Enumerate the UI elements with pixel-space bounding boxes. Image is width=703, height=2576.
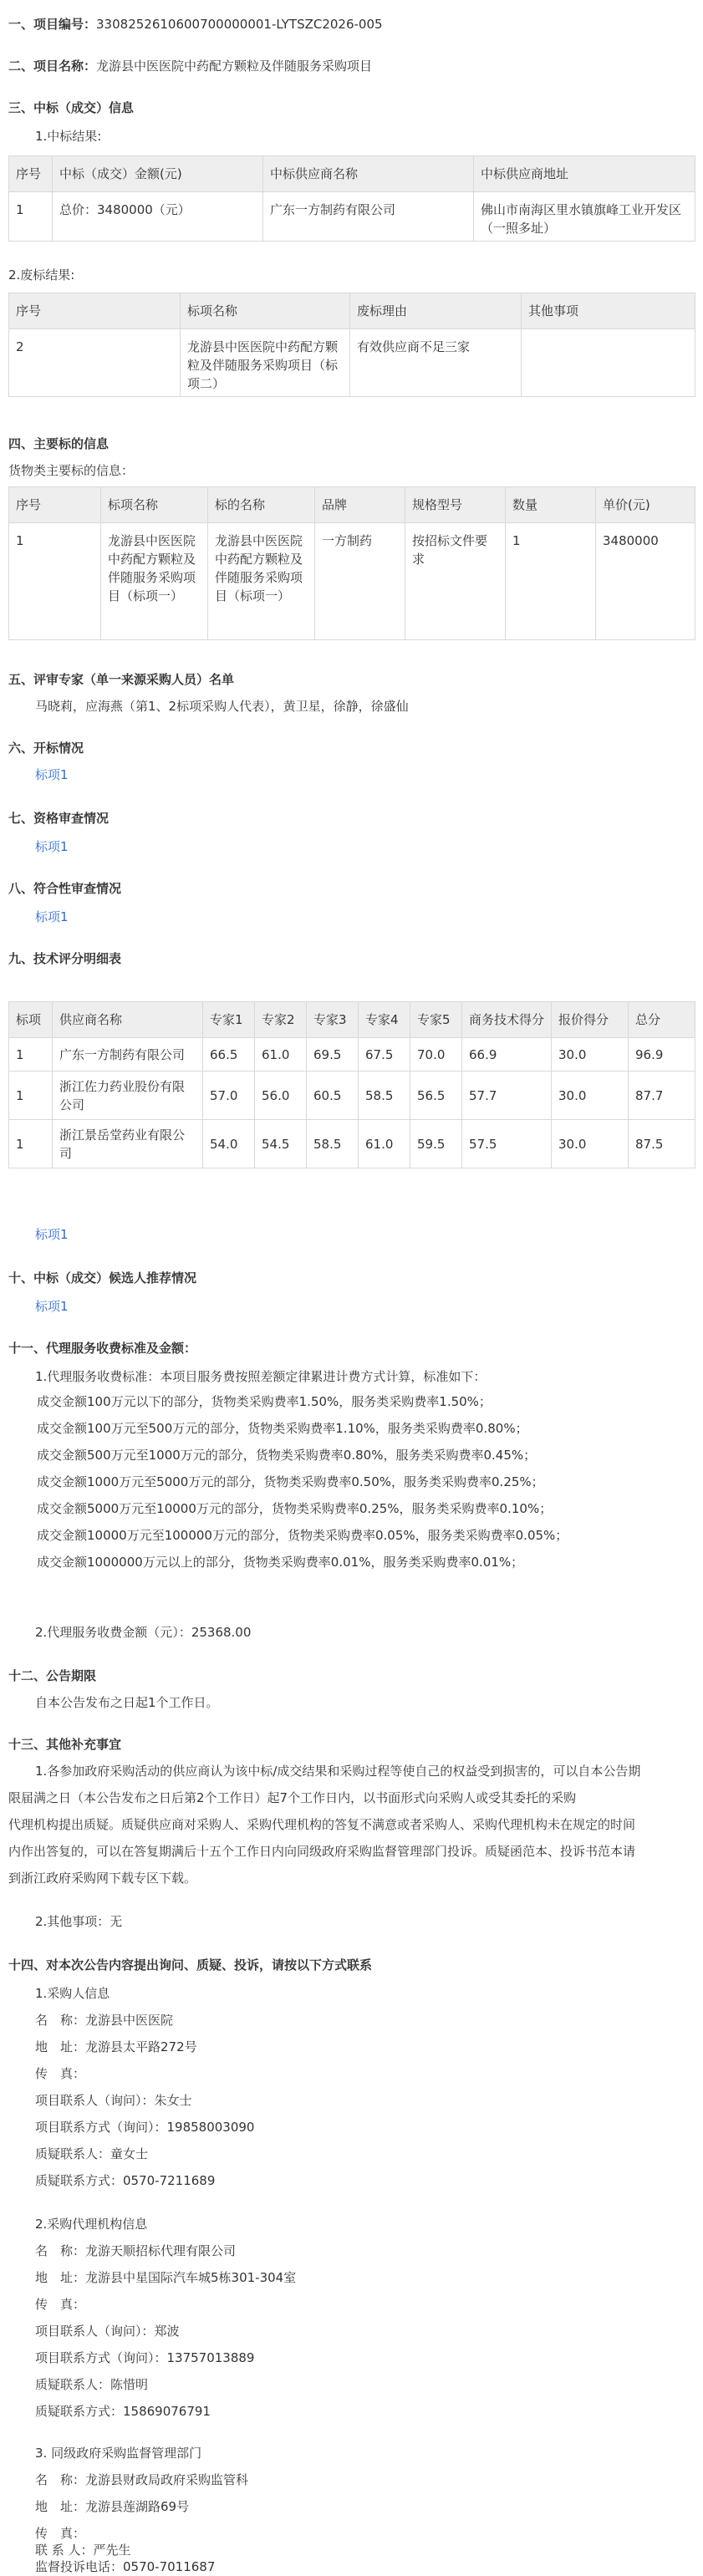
fee-tier: 成交金额10000万元至100000万元的部分，货物类采购费率0.05%，服务类采购费率0.05%； bbox=[37, 1528, 568, 1543]
table-cell: 3480000 bbox=[596, 523, 695, 640]
table-cell: 58.5 bbox=[307, 1120, 359, 1168]
supervisor-heading: 3. 同级政府采购监督管理部门 bbox=[35, 2446, 202, 2461]
purchaser-info-line: 名 称：龙游县中医医院 bbox=[35, 2013, 174, 2028]
table-cell: 54.0 bbox=[203, 1120, 255, 1168]
table-cell: 龙游县中医医院中药配方颗粒及伴随服务采购项目（标项一） bbox=[208, 523, 315, 640]
table-cell: 按招标文件要求 bbox=[405, 523, 506, 640]
table-header-row bbox=[9, 487, 695, 523]
table-header-row bbox=[9, 293, 695, 329]
challenge-text-line: 代理机构提出质疑。质疑供应商对采购人、采购代理机构的答复不满意或者采购人、采购代理机构未在规定的时间 bbox=[8, 1817, 636, 1832]
table-cell: 67.5 bbox=[359, 1038, 410, 1072]
bid-opening-lot1-link[interactable]: 标项1 bbox=[35, 767, 69, 782]
supervisor-info-line: 联 系 人：严先生 bbox=[35, 2543, 131, 2558]
section12-title: 十二、公告期限 bbox=[8, 1668, 97, 1683]
table-cell: 广东一方制药有限公司 bbox=[263, 192, 474, 242]
table-cell: 60.5 bbox=[307, 1072, 359, 1120]
supervisor-info-line: 监督投诉电话：0570-7011687 bbox=[35, 2559, 216, 2574]
section7-title: 七、资格审查情况 bbox=[8, 811, 110, 826]
table-cell: 佛山市南海区里水镇旗峰工业开发区（一照多址） bbox=[474, 192, 695, 242]
table-header-cell: 标项 bbox=[9, 1002, 53, 1038]
fee-tier: 成交金额500万元至1000万元的部分，货物类采购费率0.80%，服务类采购费率0.45%； bbox=[37, 1448, 537, 1463]
table-header-cell: 专家5 bbox=[410, 1002, 462, 1038]
table-header-cell: 其他事项 bbox=[522, 293, 695, 329]
purchaser-info-line: 项目联系方式（询问）：19858003090 bbox=[35, 2120, 255, 2135]
challenge-text-line: 1.各参加政府采购活动的供应商认为该中标/成交结果和采购过程等使自己的权益受到损害的，可以自本公告期 bbox=[35, 1764, 641, 1779]
table-header-cell: 标的名称 bbox=[208, 487, 315, 523]
table-cell: 龙游县中医医院中药配方颗粒及伴随服务采购项目（标项二） bbox=[181, 329, 350, 397]
agency-info-line: 质疑联系方式：15869076791 bbox=[35, 2404, 211, 2419]
table-cell: 30.0 bbox=[552, 1072, 629, 1120]
table-cell bbox=[522, 329, 695, 397]
table-cell: 龙游县中医医院中药配方颗粒及伴随服务采购项目（标项一） bbox=[101, 523, 208, 640]
supervisor-info-line: 名 称：龙游县财政局政府采购监管科 bbox=[35, 2472, 249, 2487]
project-number-label: 一、项目编号： bbox=[8, 17, 97, 32]
fee-tier: 成交金额1000万元至5000万元的部分，货物类采购费率0.50%，服务类采购费率0.25%； bbox=[37, 1474, 544, 1489]
table-cell: 87.7 bbox=[629, 1072, 695, 1120]
section4-title: 四、主要标的信息 bbox=[8, 436, 110, 451]
table-cell: 69.5 bbox=[307, 1038, 359, 1072]
failed-result-table bbox=[8, 293, 695, 397]
challenge-text-line: 内作出答复的，可以在答复期满后十五个工作日内向同级政府采购监督管理部门投诉。质疑函范本、投诉书范本请 bbox=[8, 1844, 636, 1859]
table-row bbox=[9, 329, 695, 397]
table-header-cell: 专家1 bbox=[203, 1002, 255, 1038]
table-cell: 1 bbox=[9, 1120, 53, 1168]
table-cell: 87.5 bbox=[629, 1120, 695, 1168]
table-header-cell: 标项名称 bbox=[181, 293, 350, 329]
project-name-value: 龙游县中医医院中药配方颗粒及伴随服务采购项目 bbox=[96, 59, 373, 74]
fee-amount-text: 2.代理服务收费金额（元）：25368.00 bbox=[35, 1625, 252, 1640]
table-cell: 70.0 bbox=[410, 1038, 462, 1072]
fee-tier: 成交金额100万元至500万元的部分，货物类采购费率1.10%，服务类采购费率0.80%； bbox=[37, 1421, 528, 1436]
purchaser-info-line: 质疑联系人：童女士 bbox=[35, 2146, 149, 2161]
expert-list: 马晓莉，应海燕（第1、2标项采购人代表），黄卫星，徐静，徐盛仙 bbox=[35, 699, 409, 714]
section5-title: 五、评审专家（单一来源采购人员）名单 bbox=[8, 672, 235, 687]
purchaser-info-line: 地 址：龙游县太平路272号 bbox=[35, 2039, 197, 2054]
table-header-cell: 中标供应商地址 bbox=[474, 156, 695, 192]
section9-title: 九、技术评分明细表 bbox=[8, 951, 122, 966]
table-header-cell: 中标（成交）金额(元) bbox=[53, 156, 263, 192]
table-cell: 57.5 bbox=[462, 1120, 552, 1168]
other-matters-text: 2.其他事项：无 bbox=[35, 1914, 123, 1929]
agency-info-line: 名 称：龙游天顺招标代理有限公司 bbox=[35, 2243, 237, 2258]
table-header-cell: 商务技术得分 bbox=[462, 1002, 552, 1038]
notice-period-text: 自本公告发布之日起1个工作日。 bbox=[35, 1695, 219, 1710]
table-header-cell: 专家3 bbox=[307, 1002, 359, 1038]
table-cell: 66.9 bbox=[462, 1038, 552, 1072]
score-lot1-link[interactable]: 标项1 bbox=[35, 1227, 69, 1242]
purchaser-info-line: 质疑联系方式：0570-7211689 bbox=[35, 2173, 216, 2188]
project-name-line bbox=[8, 57, 372, 74]
table-cell: 1 bbox=[506, 523, 596, 640]
table-header-cell: 废标理由 bbox=[350, 293, 522, 329]
section8-title: 八、符合性审查情况 bbox=[8, 881, 122, 896]
table-cell: 57.7 bbox=[462, 1072, 552, 1120]
table-row bbox=[9, 1072, 695, 1120]
fee-standard-text: 1.代理服务收费标准：本项目服务费按照差额定律累进计费方式计算，标准如下： bbox=[35, 1369, 486, 1384]
table-header-cell: 规格型号 bbox=[405, 487, 506, 523]
table-cell: 57.0 bbox=[203, 1072, 255, 1120]
table-header-row bbox=[9, 156, 695, 192]
table-header-cell: 专家2 bbox=[255, 1002, 307, 1038]
table-cell: 54.5 bbox=[255, 1120, 307, 1168]
fee-tier: 成交金额100万元以下的部分，货物类采购费率1.50%，服务类采购费率1.50%； bbox=[37, 1394, 492, 1409]
table-cell: 1 bbox=[9, 523, 101, 640]
table-header-cell: 序号 bbox=[9, 487, 101, 523]
table-cell: 66.5 bbox=[203, 1038, 255, 1072]
table-row bbox=[9, 1120, 695, 1168]
table-cell: 59.5 bbox=[410, 1120, 462, 1168]
project-number-line bbox=[8, 15, 383, 33]
table-cell: 一方制药 bbox=[315, 523, 405, 640]
table-cell: 56.5 bbox=[410, 1072, 462, 1120]
table-row bbox=[9, 523, 695, 640]
qualification-lot1-link[interactable]: 标项1 bbox=[35, 839, 69, 854]
table-header-cell: 数量 bbox=[506, 487, 596, 523]
table-header-cell: 中标供应商名称 bbox=[263, 156, 474, 192]
award-result-table bbox=[8, 155, 695, 242]
table-header-cell: 序号 bbox=[9, 293, 181, 329]
section6-title: 六、开标情况 bbox=[8, 741, 84, 756]
table-cell: 61.0 bbox=[359, 1120, 410, 1168]
fee-tier: 成交金额1000000万元以上的部分，货物类采购费率0.01%，服务类采购费率0.01%； bbox=[37, 1555, 524, 1570]
table-cell: 有效供应商不足三家 bbox=[350, 329, 522, 397]
table-cell: 58.5 bbox=[359, 1072, 410, 1120]
table-cell: 1 bbox=[9, 192, 53, 242]
table-header-cell: 供应商名称 bbox=[53, 1002, 203, 1038]
goods-subtitle: 货物类主要标的信息： bbox=[8, 463, 135, 478]
table-cell: 2 bbox=[9, 329, 181, 397]
section13-title: 十三、其他补充事宜 bbox=[8, 1737, 122, 1752]
table-cell: 56.0 bbox=[255, 1072, 307, 1120]
table-header-cell: 报价得分 bbox=[552, 1002, 629, 1038]
candidate-lot1-link[interactable]: 标项1 bbox=[35, 1299, 69, 1314]
table-header-cell: 标项名称 bbox=[101, 487, 208, 523]
compliance-lot1-link[interactable]: 标项1 bbox=[35, 909, 69, 924]
supervisor-info-line: 传 真： bbox=[35, 2526, 86, 2541]
agency-info-line: 质疑联系人：陈惜明 bbox=[35, 2377, 149, 2392]
table-cell: 广东一方制药有限公司 bbox=[53, 1038, 203, 1072]
agency-info-line: 传 真： bbox=[35, 2297, 86, 2312]
agency-info-line: 地 址：龙游县中星国际汽车城5栋301-304室 bbox=[35, 2270, 297, 2285]
table-cell: 96.9 bbox=[629, 1038, 695, 1072]
score-table bbox=[8, 1001, 695, 1168]
table-header-cell: 单价(元) bbox=[596, 487, 695, 523]
section3-title: 三、中标（成交）信息 bbox=[8, 100, 135, 115]
table-cell: 总价：3480000（元） bbox=[53, 192, 263, 242]
challenge-text-line: 限届满之日（本公告发布之日后第2个工作日）起7个工作日内，以书面形式向采购人或受其委托的采购 bbox=[8, 1790, 577, 1805]
award-result-subtitle: 1.中标结果: bbox=[35, 129, 102, 144]
challenge-text-line: 到浙江政府采购网下载专区下载。 bbox=[8, 1871, 197, 1886]
agency-info-line: 项目联系方式（询问）：13757013889 bbox=[35, 2350, 255, 2365]
section14-title: 十四、对本次公告内容提出询问、质疑、投诉，请按以下方式联系 bbox=[8, 1957, 373, 1973]
table-cell: 1 bbox=[9, 1072, 53, 1120]
table-row bbox=[9, 192, 695, 242]
table-cell: 浙江佐力药业股份有限公司 bbox=[53, 1072, 203, 1120]
project-number-value: 3308252610600700000001-LYTSZC2026-005 bbox=[96, 17, 383, 32]
table-cell: 1 bbox=[9, 1038, 53, 1072]
table-cell: 30.0 bbox=[552, 1120, 629, 1168]
table-row bbox=[9, 1038, 695, 1072]
section10-title: 十、中标（成交）候选人推荐情况 bbox=[8, 1270, 197, 1285]
goods-table bbox=[8, 486, 695, 640]
table-cell: 30.0 bbox=[552, 1038, 629, 1072]
purchaser-info-line: 项目联系人（询问）：朱女士 bbox=[35, 2093, 192, 2108]
table-header-row bbox=[9, 1002, 695, 1038]
table-header-cell: 总分 bbox=[629, 1002, 695, 1038]
table-header-cell: 专家4 bbox=[359, 1002, 410, 1038]
agency-heading: 2.采购代理机构信息 bbox=[35, 2217, 148, 2232]
table-header-cell: 品牌 bbox=[315, 487, 405, 523]
table-header-cell: 序号 bbox=[9, 156, 53, 192]
agency-info-line: 项目联系人（询问）：郑波 bbox=[35, 2324, 180, 2339]
purchaser-heading: 1.采购人信息 bbox=[35, 1986, 110, 2001]
failed-result-subtitle: 2.废标结果: bbox=[8, 267, 75, 283]
purchaser-info-line: 传 真： bbox=[35, 2066, 86, 2081]
table-cell: 浙江景岳堂药业有限公司 bbox=[53, 1120, 203, 1168]
table-cell: 61.0 bbox=[255, 1038, 307, 1072]
supervisor-info-line: 地 址：龙游县莲湖路69号 bbox=[35, 2499, 190, 2514]
project-name-label: 二、项目名称： bbox=[8, 59, 97, 74]
fee-tier: 成交金额5000万元至10000万元的部分，货物类采购费率0.25%，服务类采购费率0.10%； bbox=[37, 1501, 553, 1516]
section11-title: 十一、代理服务收费标准及金额： bbox=[8, 1341, 197, 1356]
